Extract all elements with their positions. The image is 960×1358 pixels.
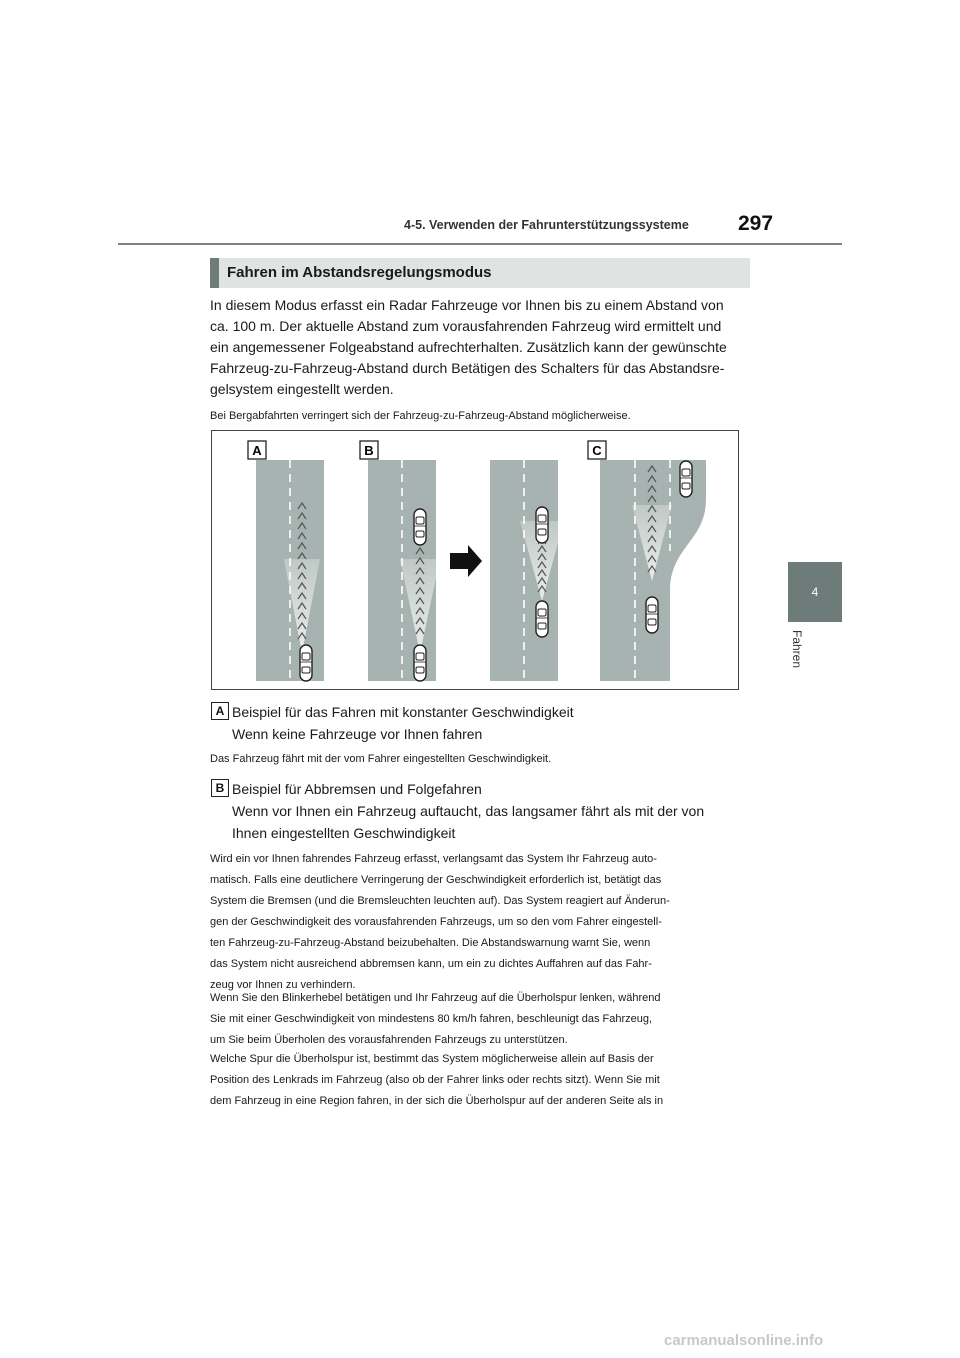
text-line: Wenn Sie den Blinkerhebel betätigen und Ihr Fahrzeug auf die Überholspur lenken, während	[210, 992, 661, 1004]
item-b-subtitle-line: Ihnen eingestellten Geschwindigkeit	[232, 825, 456, 841]
cruise-control-illustration	[212, 431, 738, 689]
text-line: Welche Spur die Überholspur ist, bestimmt das System möglicherweise allein auf Basis der	[210, 1053, 654, 1065]
label-a-text: A	[252, 443, 262, 458]
item-b-subtitle-line: Wenn vor Ihnen ein Fahrzeug auftaucht, das langsamer fährt als mit der von	[232, 803, 705, 819]
label-c	[588, 441, 606, 459]
chapter-label: Fahren	[790, 630, 804, 669]
label-c-text: C	[592, 443, 602, 458]
intro-paragraph	[210, 295, 754, 427]
own-car-icon	[646, 597, 658, 633]
own-car-icon	[536, 601, 548, 637]
item-b-paragraph-3	[210, 1049, 758, 1112]
own-car-icon	[414, 645, 426, 681]
text-line: Sie mit einer Geschwindigkeit von mindestens 80 km/h fahren, beschleunigt das Fahrzeug,	[210, 1013, 653, 1025]
item-a-text: Das Fahrzeug fährt mit der vom Fahrer eingestellten Geschwindigkeit.	[210, 753, 552, 765]
running-header: 4-5. Verwenden der Fahrunterstützungssysteme	[404, 218, 689, 232]
illustration-frame	[211, 430, 739, 690]
marker-a: A	[211, 702, 229, 720]
site-watermark: carmanualsonline.info	[664, 1332, 824, 1349]
text-line: Position des Lenkrads im Fahrzeug (also ob der Fahrer links oder rechts sitzt). Wenn Sie mit	[210, 1074, 660, 1086]
text-line: dem Fahrzeug in eine Region fahren, in der sich die Überholspur auf der anderen Seite als in	[210, 1095, 664, 1107]
text-line: gen der Geschwindigkeit des vorausfahrenden Fahrzeugs, um so den vom Fahrer eingestell-	[210, 916, 662, 928]
text-line: System die Bremsen (und die Bremsleuchten leuchten auf). Das System reagiert auf Änderun-	[210, 895, 670, 907]
marker-b: B	[211, 779, 229, 797]
intro-line: ca. 100 m. Der aktuelle Abstand zum vorausfahrenden Fahrzeug wird ermittelt und	[210, 318, 722, 334]
road-a	[256, 460, 324, 681]
intro-line: gelsystem eingestellt werden.	[210, 381, 394, 397]
label-b	[360, 441, 378, 459]
item-b-paragraph-2	[210, 988, 758, 1051]
label-a	[248, 441, 266, 459]
item-a-subtitle: Wenn keine Fahrzeuge vor Ihnen fahren	[232, 726, 483, 742]
chapter-tab: 4	[788, 562, 842, 622]
intro-note: Bei Bergabfahrten verringert sich der Fahrzeug-zu-Fahrzeug-Abstand möglicherweise.	[210, 410, 631, 422]
text-line: Wird ein vor Ihnen fahrendes Fahrzeug erfasst, verlangsamt das System Ihr Fahrzeug auto-	[210, 853, 657, 865]
text-line: ten Fahrzeug-zu-Fahrzeug-Abstand beizubehalten. Die Abstandswarnung warnt Sie, wenn	[210, 937, 651, 949]
item-b-paragraph-1	[210, 849, 758, 996]
lead-car-icon	[414, 509, 426, 545]
item-b-title: Beispiel für Abbremsen und Folgefahren	[232, 781, 482, 797]
page-number: 297	[738, 212, 774, 235]
intro-line: Fahrzeug-zu-Fahrzeug-Abstand durch Betätigen des Schalters für das Abstandsre-	[210, 360, 725, 376]
text-line: um Sie beim Überholen des vorausfahrenden Fahrzeugs zu unterstützen.	[210, 1034, 568, 1046]
lead-car-icon	[536, 507, 548, 543]
own-car-icon	[300, 645, 312, 681]
text-line: das System nicht ausreichend abbremsen kann, um ein zu dichtes Auffahren auf das Fahr-	[210, 958, 652, 970]
header-divider	[118, 243, 842, 245]
road-c	[600, 460, 706, 681]
intro-line: ein angemessener Folgeabstand aufrechterhalten. Zusätzlich kann der gewünschte	[210, 339, 727, 355]
label-b-text: B	[364, 443, 374, 458]
arrow-right-icon	[450, 545, 482, 577]
intro-line: In diesem Modus erfasst ein Radar Fahrzeuge vor Ihnen bis zu einem Abstand von	[210, 297, 724, 313]
section-title: Fahren im Abstandsregelungsmodus	[210, 258, 750, 288]
text-line: matisch. Falls eine deutlichere Verringerung der Geschwindigkeit erforderlich ist, betätigt das	[210, 874, 662, 886]
road-b2	[490, 460, 564, 681]
text-line: zeug vor Ihnen zu verhindern.	[210, 979, 356, 991]
road-b	[368, 460, 440, 681]
other-car-icon	[680, 461, 692, 497]
item-a-title: Beispiel für das Fahren mit konstanter Geschwindigkeit	[232, 704, 574, 720]
